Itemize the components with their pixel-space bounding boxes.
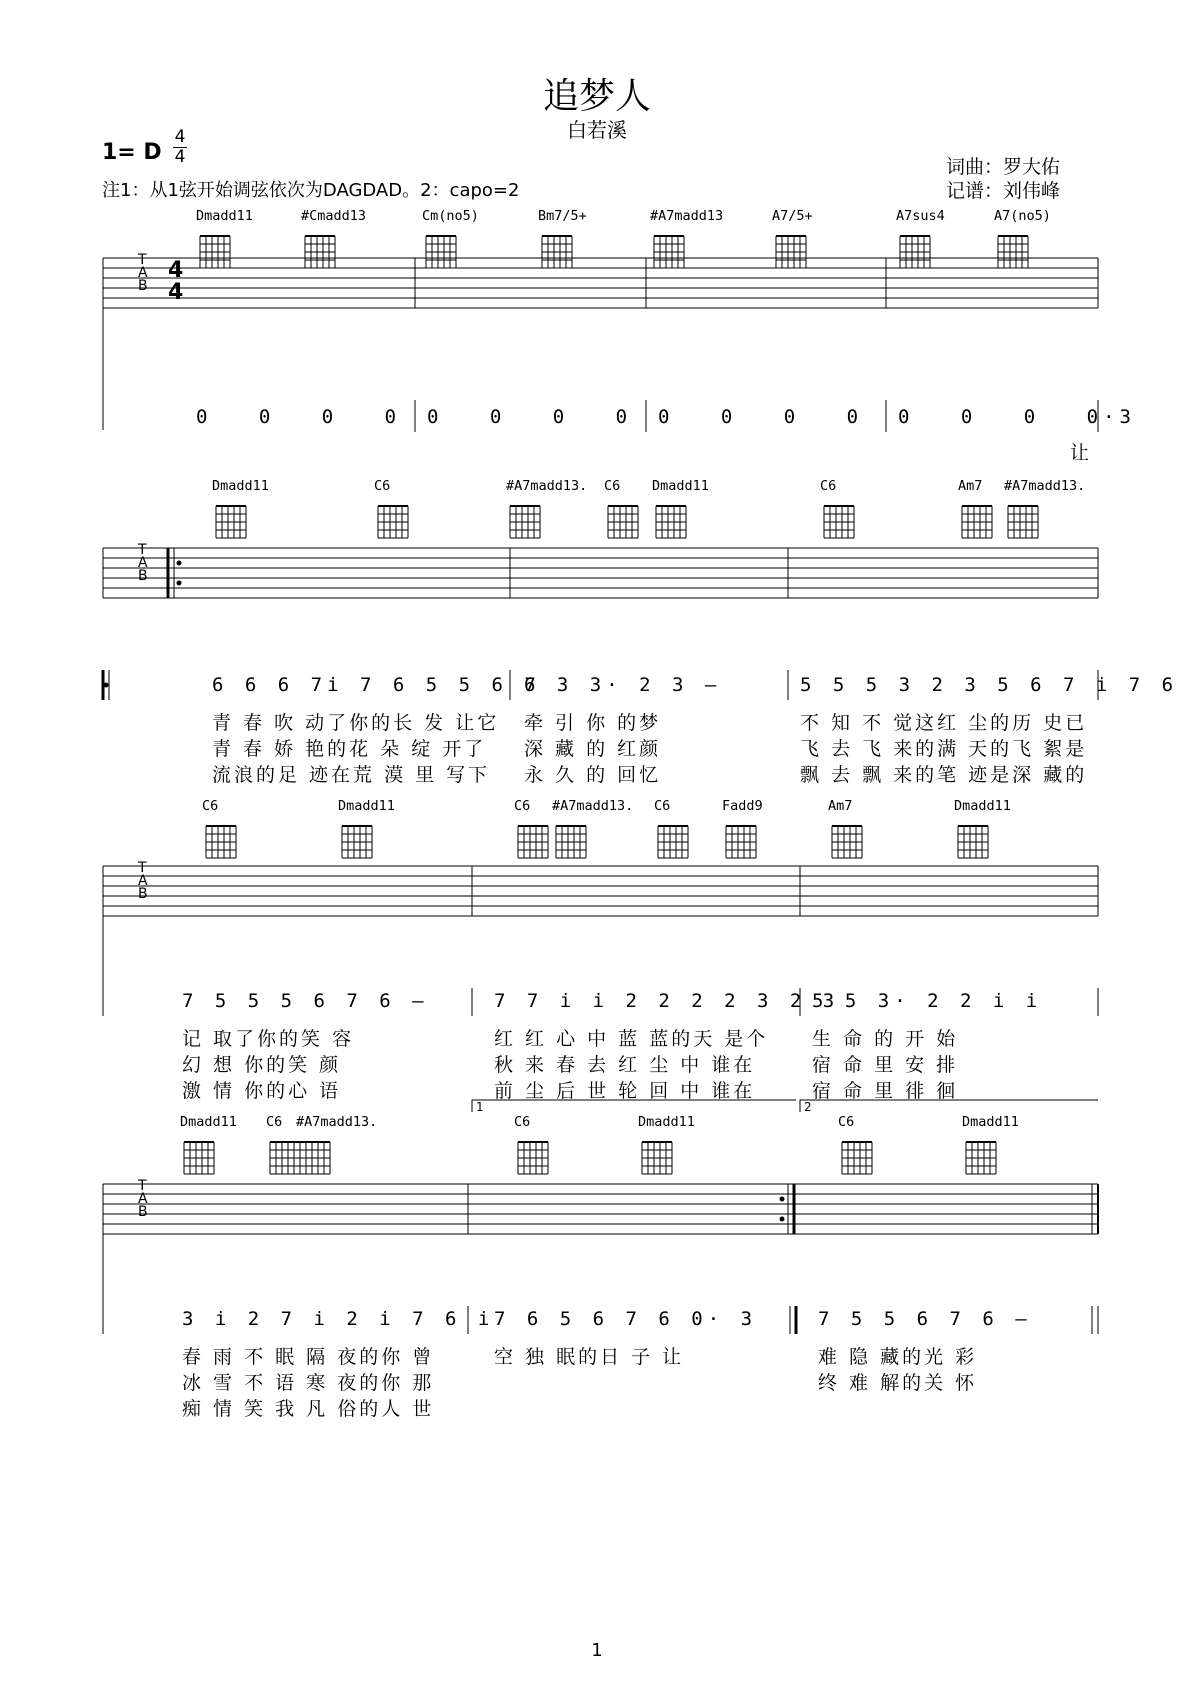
chord-diagram xyxy=(518,1142,548,1174)
notation-measure: 0 0 0 0 xyxy=(658,406,864,428)
tab-clef: T A B xyxy=(138,542,148,584)
lyric-line: 难 隐 藏的光 彩 xyxy=(818,1346,978,1368)
notation-measure: 0 0 0 0 xyxy=(196,406,402,428)
chord-name: C6 xyxy=(820,478,837,494)
chord-name: Dmadd11 xyxy=(212,478,269,494)
lyric-line: 终 难 解的关 怀 xyxy=(818,1372,978,1394)
lyric-line: 宿 命 里 安 排 xyxy=(812,1054,959,1076)
chord-diagram xyxy=(342,826,372,858)
lyric-line: 青 春 吹 动了你的长 发 让它 xyxy=(212,712,500,734)
notation-measure: 3 i 2 7 i 2 i 7 6 i xyxy=(182,1308,495,1330)
chord-name: Dmadd11 xyxy=(180,1114,237,1130)
chord-name: C6 xyxy=(202,798,219,814)
chord-diagram xyxy=(270,1142,300,1174)
chord-name: C6 xyxy=(838,1114,855,1130)
chord-name: A7/5+ xyxy=(772,208,813,224)
chord-diagram xyxy=(842,1142,872,1174)
chord-diagram xyxy=(378,506,408,538)
lyric-line: 飞 去 飞 来的满 天的飞 絮是 xyxy=(800,738,1088,760)
artist-name: 白若溪 xyxy=(567,118,627,142)
key-signature: 1= D xyxy=(102,140,162,165)
lyric-line: 飘 去 飘 来的笔 迹是深 藏的 xyxy=(800,764,1088,786)
tab-clef: T A B xyxy=(138,252,148,294)
chord-name: Am7 xyxy=(828,798,853,814)
lyric-line: 流浪的足 迹在荒 漠 里 写下 xyxy=(212,764,491,786)
tab-clef: T A B xyxy=(138,860,148,902)
chord-name: #Cmadd13 xyxy=(301,208,367,224)
chord-diagram xyxy=(900,236,930,268)
chord-diagram xyxy=(998,236,1028,268)
lyric-line: 生 命 的 开 始 xyxy=(812,1028,959,1050)
chord-diagram xyxy=(305,236,335,268)
lyric-line: 深 藏 的 红颜 xyxy=(524,738,662,760)
chord-name: C6 xyxy=(514,1114,531,1130)
chord-name: #A7madd13. xyxy=(1004,478,1086,494)
chord-diagram xyxy=(824,506,854,538)
lyric-line: 永 久 的 回忆 xyxy=(524,764,662,786)
notation-measure: 6 6 6 7i 7 6 5 5 6 7 xyxy=(212,674,541,696)
chord-name: C6 xyxy=(604,478,621,494)
chord-name: C6 xyxy=(266,1114,283,1130)
lyric-line: 记 取了你的笑 容 xyxy=(182,1028,355,1050)
song-title: 追梦人 xyxy=(542,76,651,117)
notation-measure: 7 5 5 6 7 6 – xyxy=(818,1308,1032,1330)
lyric-pickup: 让 xyxy=(1070,442,1093,464)
chord-diagram xyxy=(776,236,806,268)
lyric-line: 牵 引 你 的梦 xyxy=(524,712,662,734)
time-signature-top: 4 xyxy=(174,127,186,147)
chord-diagram xyxy=(966,1142,996,1174)
chord-diagram xyxy=(518,826,548,858)
chord-name: #A7madd13. xyxy=(296,1114,378,1130)
tuning-note: 注1：从1弦开始调弦依次为DAGDAD。2：capo=2 xyxy=(102,180,520,201)
lyric-line: 冰 雪 不 语 寒 夜的你 那 xyxy=(182,1372,435,1394)
chord-diagram xyxy=(656,506,686,538)
notation-measure: 7 6 5 6 7 6 0· 3 xyxy=(494,1308,758,1330)
chord-name: A7(no5) xyxy=(994,208,1051,224)
notation-measure: 5 5 3· 2 2 i i xyxy=(812,990,1043,1012)
lyric-line: 不 知 不 觉这红 尘的历 史已 xyxy=(800,712,1088,734)
chord-diagram xyxy=(726,826,756,858)
time-signature-bottom: 4 xyxy=(174,147,186,167)
notation-measure: 0 0 0 0 xyxy=(427,406,633,428)
notation-measure: 5 5 5 3 2 3 5 6 7 i 7 6 xyxy=(800,674,1179,696)
notation-measure: 7 5 5 5 6 7 6 – xyxy=(182,990,429,1012)
transcriber-credit: 记谱：刘伟峰 xyxy=(946,180,1061,202)
lyric-line: 秋 来 春 去 红 尘 中 谁在 xyxy=(494,1054,756,1076)
tab-clef: T A B xyxy=(138,1178,148,1220)
chord-name: C6 xyxy=(654,798,671,814)
lyric-line: 青 春 娇 艳的花 朵 绽 开了 xyxy=(212,738,487,760)
tab-time-signature: 4 4 xyxy=(168,258,184,305)
chord-name: #A7madd13. xyxy=(506,478,588,494)
chord-name: Dmadd11 xyxy=(196,208,253,224)
chord-diagram xyxy=(642,1142,672,1174)
chord-diagram xyxy=(542,236,572,268)
chord-diagram xyxy=(426,236,456,268)
lyric-line: 前 尘 后 世 轮 回 中 谁在 xyxy=(494,1080,756,1102)
chord-name: Dmadd11 xyxy=(652,478,709,494)
chord-diagram xyxy=(206,826,236,858)
notation-measure: 7 7 i i 2 2 2 2 3 2 3 xyxy=(494,990,840,1012)
chord-diagram xyxy=(654,236,684,268)
chord-diagram xyxy=(216,506,246,538)
chord-name: C6 xyxy=(374,478,391,494)
composer-credit: 词曲：罗大佑 xyxy=(946,156,1061,178)
chord-name: Am7 xyxy=(958,478,983,494)
chord-diagram xyxy=(556,826,586,858)
lyric-line: 激 情 你的心 语 xyxy=(182,1080,342,1102)
chord-diagram xyxy=(608,506,638,538)
chord-name: C6 xyxy=(514,798,531,814)
lyric-line: 空 独 眠的日 子 让 xyxy=(494,1346,685,1368)
chord-diagram xyxy=(658,826,688,858)
lyric-line: 幻 想 你的笑 颜 xyxy=(182,1054,342,1076)
chord-name: Cm(no5) xyxy=(422,208,479,224)
notation-measure: 6 3 3· 2 3 – xyxy=(524,674,722,696)
chord-name: Fadd9 xyxy=(722,798,763,814)
chord-diagram xyxy=(832,826,862,858)
volta-1-label: 1 xyxy=(476,1100,484,1114)
lyric-line: 春 雨 不 眠 隔 夜的你 曾 xyxy=(182,1346,435,1368)
notation-measure: 0 0 0 0·3 xyxy=(898,406,1136,428)
lyric-line: 痴 情 笑 我 凡 俗的人 世 xyxy=(182,1398,435,1420)
lyric-line: 红 红 心 中 蓝 蓝的天 是个 xyxy=(494,1028,769,1050)
chord-diagram xyxy=(300,1142,330,1174)
chord-name: Bm7/5+ xyxy=(538,208,587,224)
chord-diagram xyxy=(958,826,988,858)
chord-name: Dmadd11 xyxy=(954,798,1011,814)
chord-diagram xyxy=(184,1142,214,1174)
chord-diagram xyxy=(1008,506,1038,538)
chord-diagram xyxy=(200,236,230,268)
lyric-line: 宿 命 里 徘 徊 xyxy=(812,1080,959,1102)
chord-diagram xyxy=(962,506,992,538)
chord-name: Dmadd11 xyxy=(962,1114,1019,1130)
chord-diagram xyxy=(510,506,540,538)
chord-name: Dmadd11 xyxy=(638,1114,695,1130)
page-number: 1 xyxy=(591,1640,603,1661)
chord-name: #A7madd13 xyxy=(650,208,724,224)
volta-2-label: 2 xyxy=(804,1100,812,1114)
chord-name: Dmadd11 xyxy=(338,798,395,814)
chord-name: #A7madd13. xyxy=(552,798,634,814)
chord-name: A7sus4 xyxy=(896,208,945,224)
